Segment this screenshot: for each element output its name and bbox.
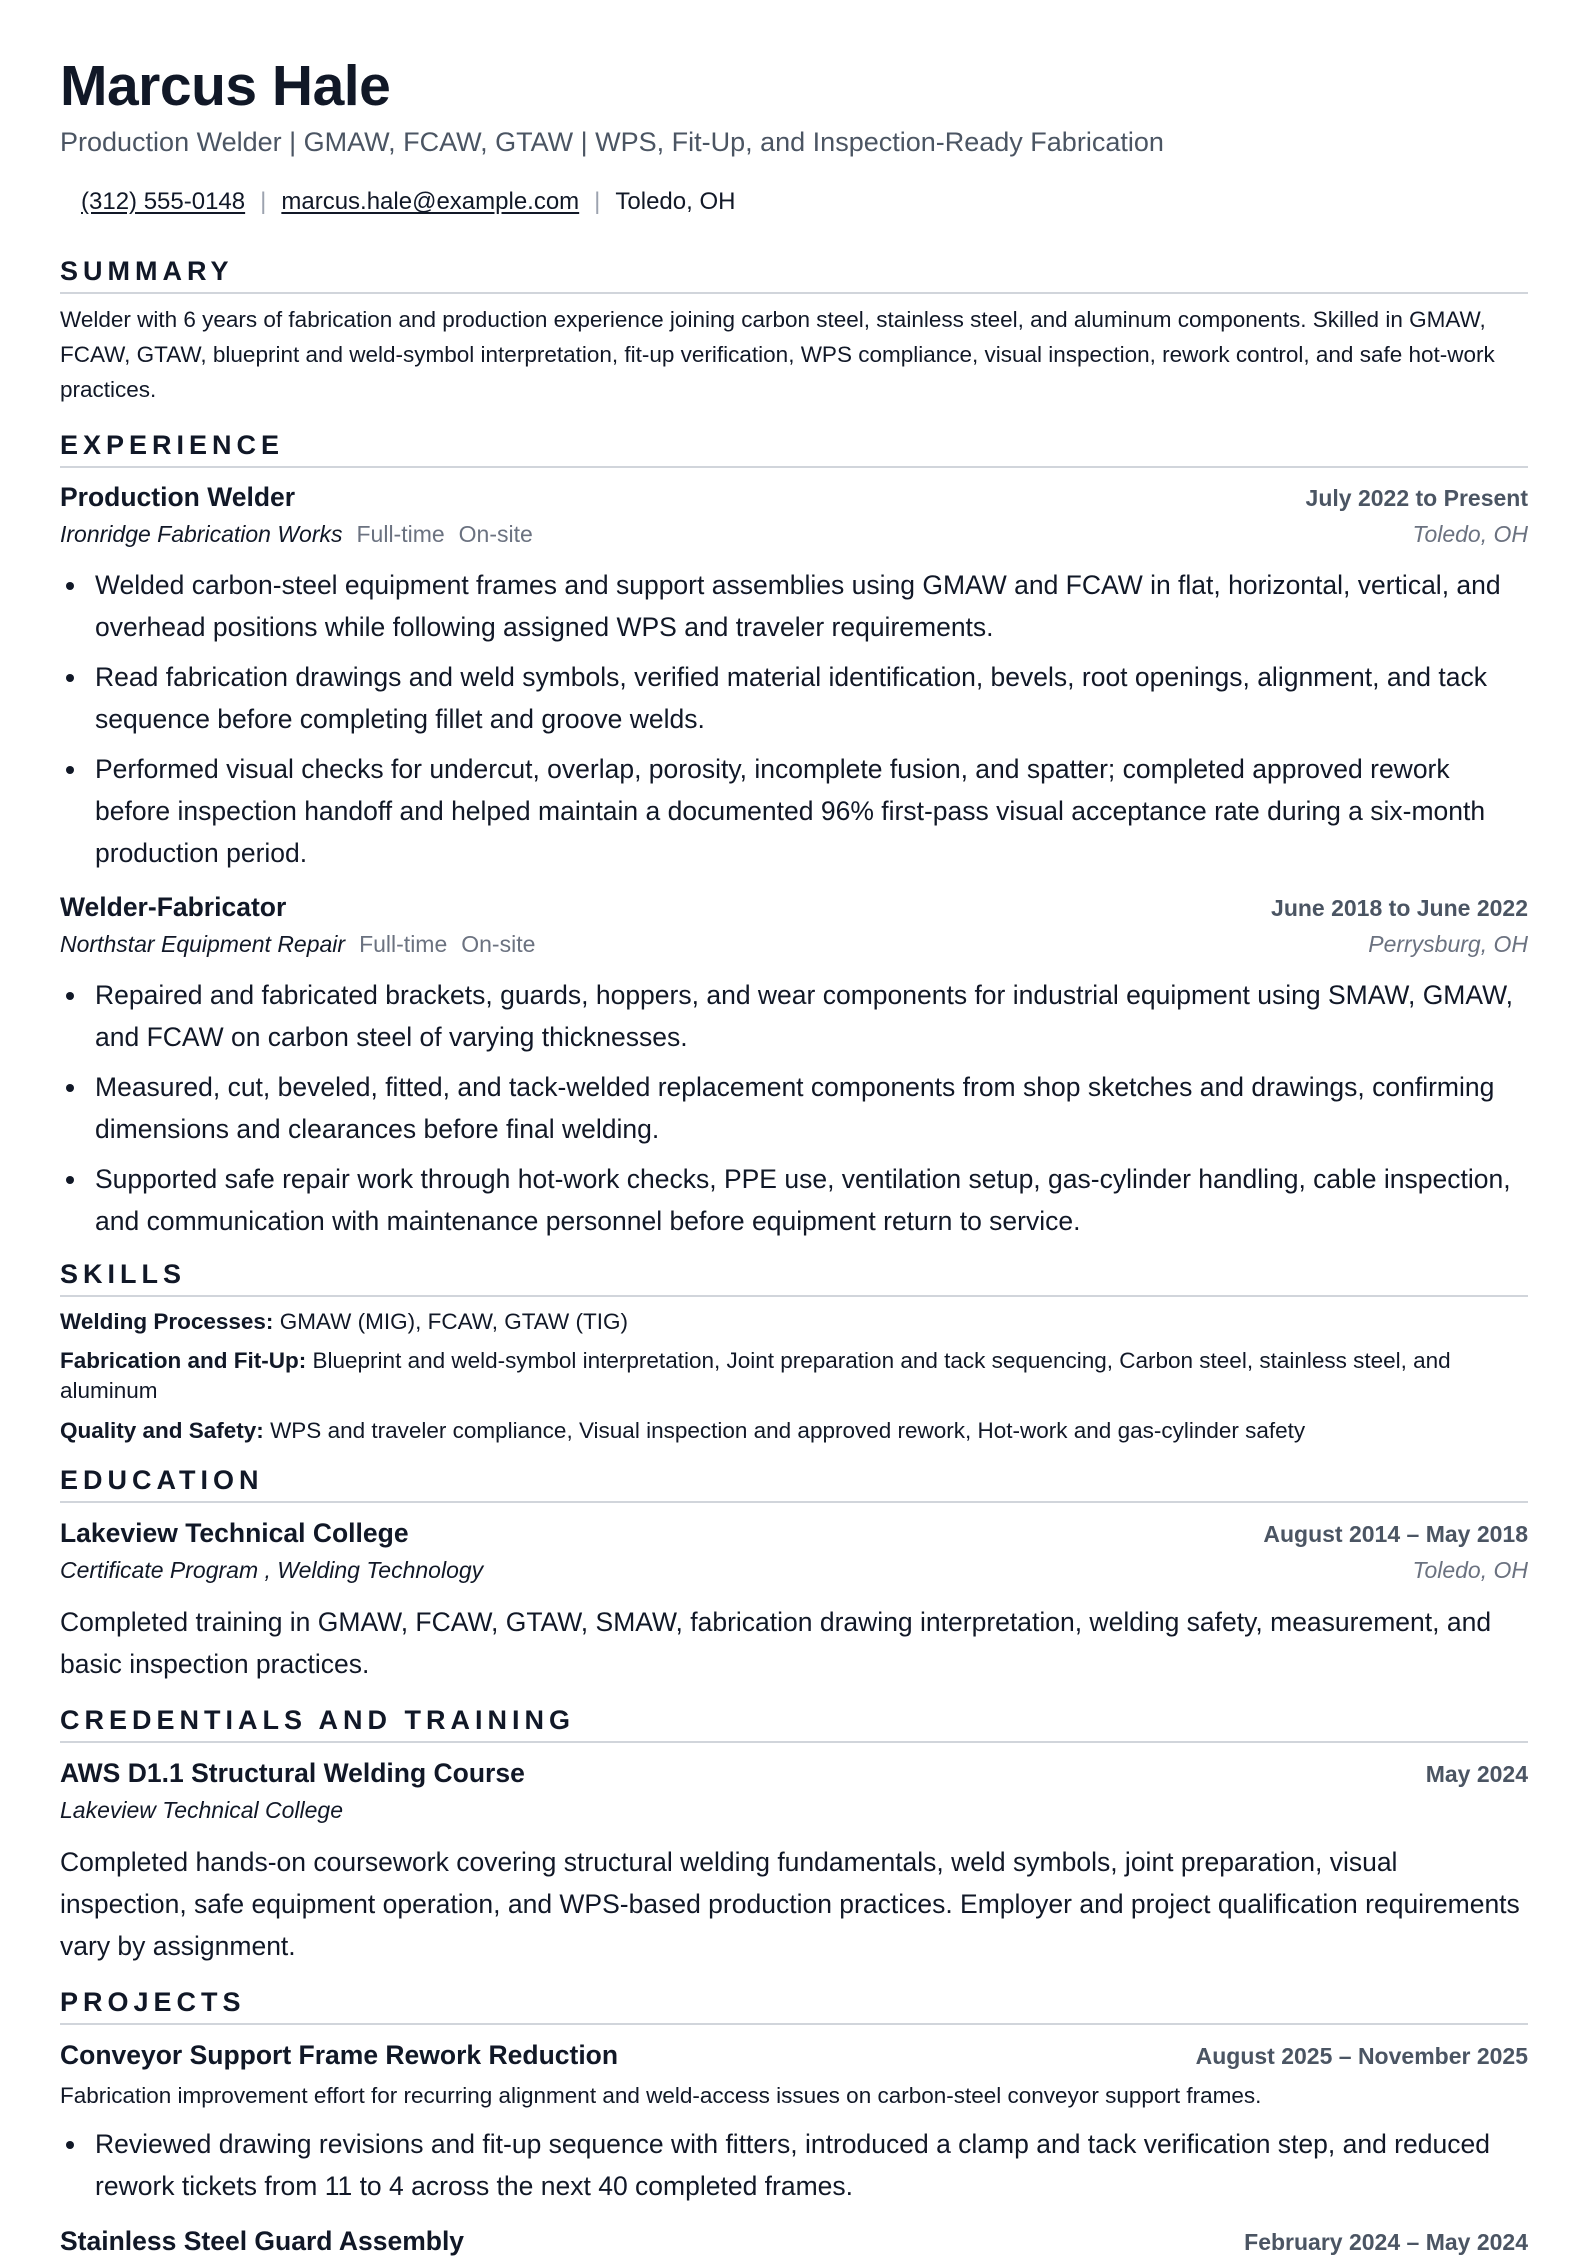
section-title-education: EDUCATION (60, 1463, 1528, 1503)
project-name: Conveyor Support Frame Rework Reduction (60, 2040, 619, 2070)
project-bullets (60, 2123, 1528, 2215)
list-item: Reviewed drawing revisions and fit-up sequence with fitters, introduced a clamp and tack verification step, and reduced rework tickets from 11 to 4 across the next 40 completed frames. (60, 2123, 1528, 2207)
education-program-line (60, 1554, 483, 1586)
credential-issuer-line (60, 1794, 343, 1826)
education-dates: August 2014 – May 2018 (1263, 1521, 1528, 1547)
list-item: Performed visual checks for undercut, overlap, porosity, incomplete fusion, and spatter; completed approved rework before inspection handoff and helped maintain a documented 96% first-pass visual acceptance rate during a six-month production period. (60, 748, 1528, 874)
contact-separator: | (594, 188, 601, 215)
job-title: Production Welder (60, 482, 296, 512)
education-location: Toledo, OH (1412, 1557, 1528, 1583)
candidate-name: Marcus Hale (60, 54, 391, 118)
job-company: Ironridge Fabrication Works (60, 521, 343, 547)
phone-link[interactable]: (312) 555-0148 (81, 188, 246, 215)
skill-group (60, 1346, 1528, 1406)
job-dates: June 2018 to June 2022 (1271, 895, 1528, 921)
skill-label: Fabrication and Fit-Up: (60, 1348, 307, 1373)
headline: Production Welder | GMAW, FCAW, GTAW | WPS, Fit-Up, and Inspection-Ready Fabrication (60, 127, 1164, 157)
job-bullets (60, 974, 1528, 1250)
email-link[interactable]: marcus.hale@example.com (281, 188, 580, 215)
project-dates: February 2024 – May 2024 (1244, 2229, 1528, 2255)
credential-issuer: Lakeview Technical College (60, 1797, 343, 1823)
job-company-line (60, 928, 535, 960)
project-name: Stainless Steel Guard Assembly (60, 2226, 465, 2256)
job-company-line (60, 518, 533, 550)
skill-label: Quality and Safety: (60, 1418, 264, 1443)
skill-value: Blueprint and weld-symbol interpretation, Joint preparation and tack sequencing, Carbon steel, stainless steel, and aluminum (60, 1348, 1451, 1403)
skill-group (60, 1416, 1528, 1446)
list-item: Read fabrication drawings and weld symbols, verified material identification, bevels, root openings, alignment, and tack sequence before completing fillet and groove welds. (60, 656, 1528, 740)
credential-description: Completed hands-on coursework covering structural welding fundamentals, weld symbols, joint preparation, visual inspection, safe equipment operation, and WPS-based production practices. Employer and project qualification requirements vary by assignment. (60, 1847, 1520, 1961)
education-description: Completed training in GMAW, FCAW, GTAW, SMAW, fabrication drawing interpretation, welding safety, measurement, and basic inspection practices. (60, 1607, 1492, 1679)
contact-separator: | (260, 188, 267, 215)
job-company: Northstar Equipment Repair (60, 931, 346, 957)
skill-group (60, 1307, 1528, 1337)
job-type: Full-time (356, 521, 445, 547)
section-title-projects: PROJECTS (60, 1985, 1528, 2025)
job-bullets (60, 564, 1528, 882)
job-type: Full-time (359, 931, 448, 957)
list-item: Supported safe repair work through hot-work checks, PPE use, ventilation setup, gas-cylinder handling, cable inspection, and communication with maintenance personnel before equipment return to service. (60, 1158, 1528, 1242)
list-item: Repaired and fabricated brackets, guards, hoppers, and wear components for industrial equipment using SMAW, GMAW, and FCAW on carbon steel of varying thicknesses. (60, 974, 1528, 1058)
list-item: Welded carbon-steel equipment frames and support assemblies using GMAW and FCAW in flat, horizontal, vertical, and overhead positions while following assigned WPS and traveler requirements. (60, 564, 1528, 648)
education-program: Certificate Program , Welding Technology (60, 1557, 484, 1583)
job-title: Welder-Fabricator (60, 892, 287, 922)
location-text: Toledo, OH (615, 188, 736, 215)
section-title-experience: EXPERIENCE (60, 428, 1528, 468)
contact-line (81, 186, 735, 218)
job-location: Perrysburg, OH (1368, 931, 1528, 957)
job-location: Toledo, OH (1412, 521, 1528, 547)
summary-text: Welder with 6 years of fabrication and production experience joining carbon steel, stainless steel, and aluminum components. Skilled in GMAW, FCAW, GTAW, blueprint and weld-symbol interpretation, fit-up verification, WPS compliance, visual inspection, rework control, and safe hot-work practices. (60, 307, 1495, 402)
section-title-summary: SUMMARY (60, 254, 1528, 294)
credential-date: May 2024 (1425, 1761, 1528, 1787)
job-mode: On-site (458, 521, 533, 547)
project-dates: August 2025 – November 2025 (1195, 2043, 1528, 2069)
section-title-skills: SKILLS (60, 1257, 1528, 1297)
school-name: Lakeview Technical College (60, 1518, 409, 1548)
skill-value: WPS and traveler compliance, Visual inspection and approved rework, Hot-work and gas-cylinder safety (270, 1418, 1306, 1443)
section-title-credentials: CREDENTIALS AND TRAINING (60, 1703, 1528, 1743)
job-dates: July 2022 to Present (1305, 485, 1528, 511)
skill-label: Welding Processes: (60, 1309, 274, 1334)
list-item: Measured, cut, beveled, fitted, and tack-welded replacement components from shop sketches and drawings, confirming dimensions and clearances before final welding. (60, 1066, 1528, 1150)
credential-name: AWS D1.1 Structural Welding Course (60, 1758, 525, 1788)
job-mode: On-site (461, 931, 536, 957)
skill-value: GMAW (MIG), FCAW, GTAW (TIG) (279, 1309, 628, 1334)
project-description: Fabrication improvement effort for recurring alignment and weld-access issues on carbon-steel conveyor support frames. (60, 2083, 1262, 2108)
